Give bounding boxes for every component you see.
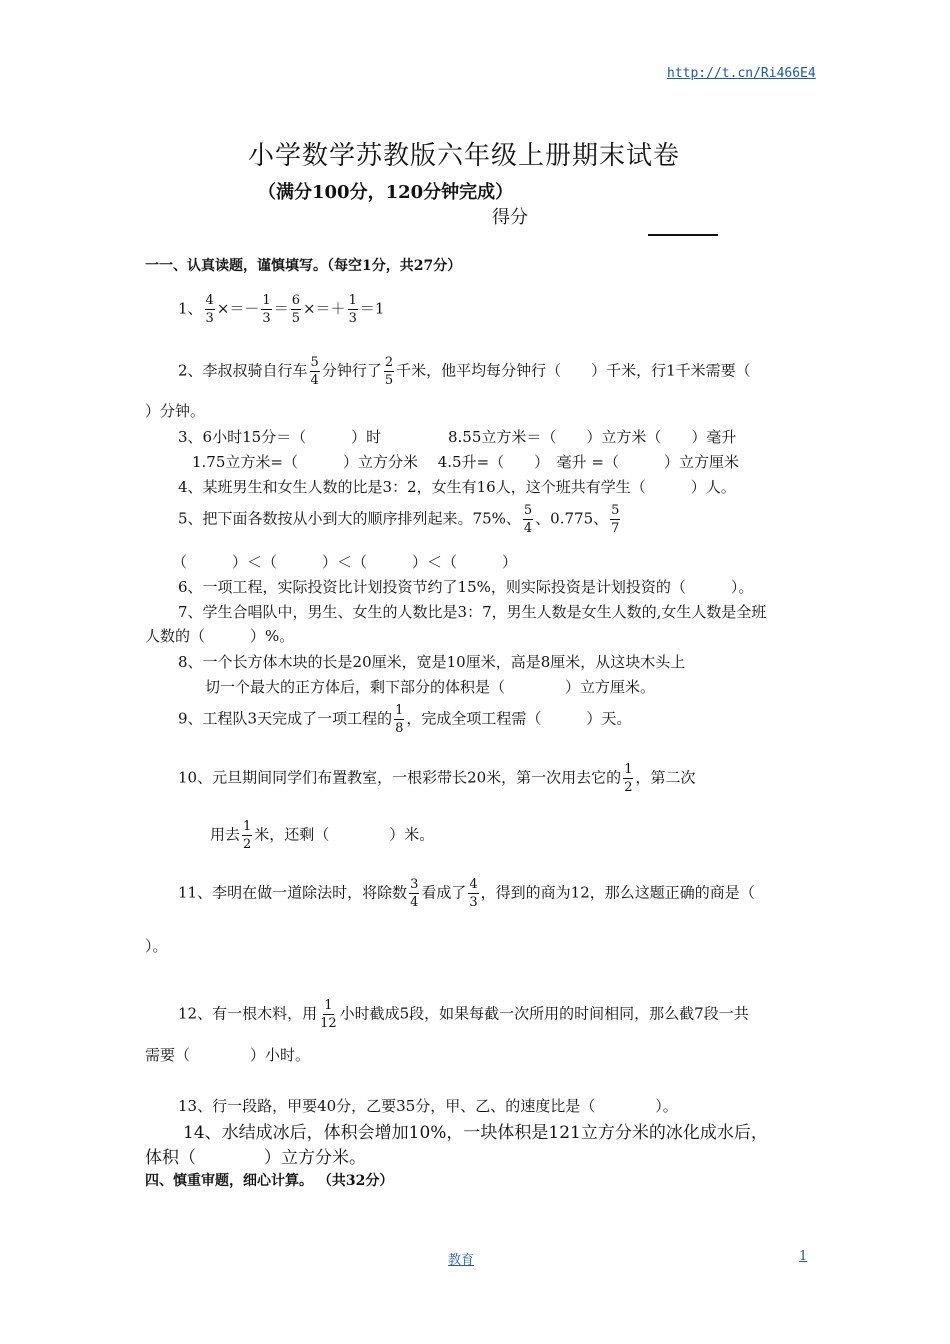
question-8-line2: 切一个最大的正方体后，剩下部分的体积是（ ）立方厘米。: [205, 678, 656, 696]
q1-text: ×＝＋: [302, 299, 346, 318]
fraction: $\frac{3}{4}$: [410, 877, 419, 910]
score-label: 得分: [492, 207, 528, 228]
question-6: 6、一项工程，实际投资比计划投资节约了15%，则实际投资是计划投资的（ ）。: [178, 578, 754, 596]
page-number: 1: [799, 1249, 808, 1264]
header-url-link[interactable]: http://t.cn/Ri466E4: [667, 66, 816, 81]
question-1: [178, 292, 384, 327]
fraction: $\frac{1}{3}$: [262, 293, 271, 326]
question-11: 11、李明在做一道除法时，将除数 $\frac{3}{4}$ 看成了 $\frac{4}{3}$ ，得到的商为12，那么这题正确的商是（: [178, 877, 755, 910]
question-8-line1: 8、一个长方体木块的长是20厘米，宽是10厘米，高是8厘米，从这块木头上: [178, 653, 686, 671]
question-5: 5、把下面各数按从小到大的顺序排列起来。75%、 $\frac{5}{4}$ 、0.775、 $\frac{5}{7}$: [178, 503, 620, 536]
q1-text: ＝1: [359, 299, 385, 318]
fraction: $\frac{1}{2}$: [624, 762, 633, 795]
question-11-line2: ）。: [145, 937, 168, 955]
fraction: $\frac{4}{3}$: [469, 877, 478, 910]
q1-text: ＝: [273, 299, 289, 318]
question-2-line2: ）分钟。: [145, 402, 206, 420]
question-7-line2: 人数的（ ）%。: [145, 627, 295, 645]
fraction: $\frac{5}{4}$: [310, 355, 319, 388]
question-14-line2: 体积（ ）立方分米。: [145, 1148, 366, 1168]
question-10: 10、元旦期间同学们布置教室，一根彩带长20米，第一次用去它的 $\frac{1}{2}$ ，第二次: [178, 762, 696, 795]
fraction: $\frac{2}{5}$: [384, 355, 394, 388]
question-4: 4、某班男生和女生人数的比是3：2，女生有16人，这个班共有学生（ ）人。: [178, 478, 736, 496]
page-subtitle: （满分100分，120分钟完成）: [258, 182, 514, 203]
score-blank-line: [648, 234, 718, 236]
fraction: $\frac{4}{3}$: [205, 293, 214, 326]
fraction: $\frac{5}{4}$: [523, 503, 533, 536]
question-9: 9、工程队3天完成了一项工程的 $\frac{1}{8}$ ，完成全项工程需（ ）天。: [178, 703, 632, 736]
question-3-line1a: 3、6小时15分＝（ ）时: [178, 428, 382, 446]
question-14-line1: 14、水结成冰后，体积会增加10%，一块体积是121立方分米的冰化成水后，: [183, 1123, 768, 1143]
q1-text: ×＝－: [216, 299, 260, 318]
question-3-line2: 1.75立方米=（ ）立方分米 4.5升=（ ） 毫升 =（ ）立方厘米: [192, 453, 739, 471]
footer-link[interactable]: 教育: [448, 1253, 475, 1268]
question-5-line2: （ ）＜（ ）＜（ ）＜（ ）: [172, 553, 518, 571]
page-title: 小学数学苏教版六年级上册期末试卷: [248, 141, 681, 171]
fraction: $\frac{5}{7}$: [611, 503, 620, 536]
question-7-line1: 7、学生合唱队中，男生、女生的人数比是3：7，男生人数是女生人数的,女生人数是全班: [178, 603, 767, 621]
section4-heading: 四、慎重审题，细心计算。 （共32分）: [145, 1173, 394, 1189]
q1-prefix: 1、: [178, 299, 203, 318]
fraction: $\frac{6}{5}$: [291, 293, 300, 326]
fraction: $\frac{1}{12}$: [320, 998, 337, 1031]
question-10-line2: 用去 $\frac{1}{2}$ 米，还剩（ ）米。: [210, 819, 435, 852]
question-3-line1b: 8.55立方米＝（ ）立方米（ ）毫升: [448, 428, 737, 446]
question-12: 12、有一根木料，用 $\frac{1}{12}$ 小时截成5段，如果每截一次所用的时间相同，那么截7段一共: [178, 998, 749, 1031]
question-13: 13、行一段路，甲要40分，乙要35分，甲、乙、的速度比是（ ）。: [178, 1097, 678, 1115]
question-12-line2: 需要（ ）小时。: [145, 1046, 311, 1064]
fraction: $\frac{1}{3}$: [348, 293, 357, 326]
section1-heading: 一一、认真读题，谨慎填写。（每空1分，共27分）: [145, 258, 462, 274]
fraction: $\frac{1}{8}$: [395, 703, 404, 736]
fraction: $\frac{1}{2}$: [243, 819, 252, 852]
question-2: 2、李叔叔骑自行车 $\frac{5}{4}$ 分钟行了 $\frac{2}{5}$ 千米，他平均每分钟行（ ）千米，行1千米需要（: [178, 355, 751, 388]
